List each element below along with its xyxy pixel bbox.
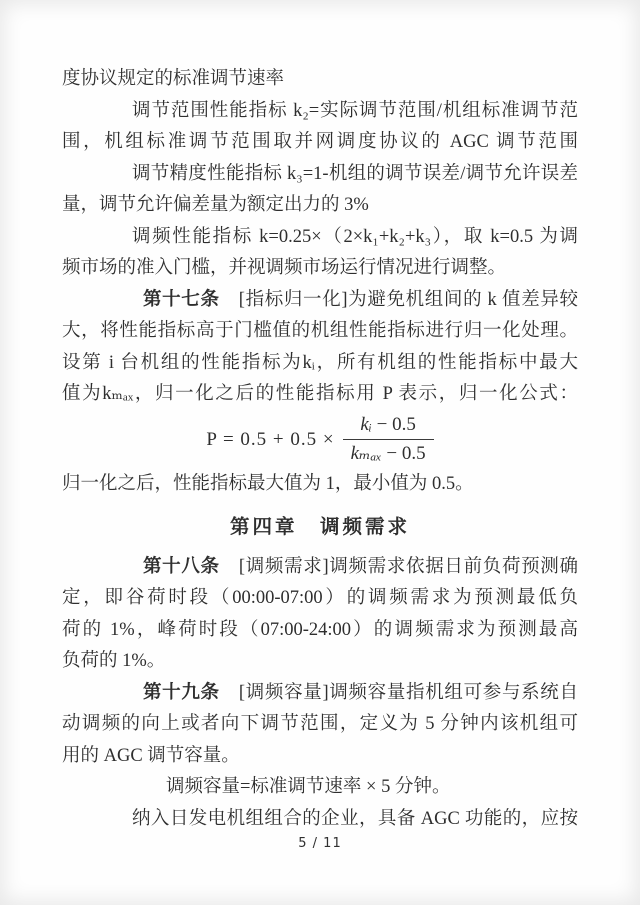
text-line: 调节精度性能指标 k₃=1-机组的调节误差/调节允许误差 bbox=[132, 163, 578, 184]
normalization-formula bbox=[62, 411, 578, 469]
formula-denominator bbox=[343, 440, 434, 466]
text-line: 量，调节允许偏差量为额定出力的 3% bbox=[62, 195, 369, 215]
chapter-heading: 第四章 调频需求 bbox=[229, 517, 410, 538]
article-18-line bbox=[62, 552, 578, 584]
text-line: 纳入日发电机组组合的企业，具备 AGC 功能的，应按 bbox=[132, 808, 578, 829]
page-number: 5 / 11 bbox=[298, 836, 342, 851]
article-19-number: 第十九条 bbox=[143, 682, 220, 703]
text-line: 调频性能指标 k=0.25×（2×k₁+k₂+k₃），取 k=0.5 为调 bbox=[132, 226, 578, 247]
text-line: 围，机组标准调节范围取并网调度协议的 AGC 调节范围 bbox=[62, 132, 578, 152]
formula-numerator bbox=[343, 413, 434, 440]
formula-denominator-rest: − 0.5 bbox=[381, 443, 426, 464]
formula-numerator-variable: kᵢ bbox=[360, 414, 372, 435]
text-line: 负荷的 1%。 bbox=[62, 651, 166, 671]
article-18-number: 第十八条 bbox=[143, 556, 220, 577]
formula-fraction bbox=[343, 413, 434, 466]
capacity-equation-line: 调频容量=标准调节速率 × 5 分钟。 bbox=[166, 777, 451, 797]
formula-numerator-rest: − 0.5 bbox=[371, 414, 416, 435]
article-17-line bbox=[62, 285, 578, 317]
text-line: 值为kₘₐₓ，归一化之后的性能指标用 P 表示，归一化公式： bbox=[62, 384, 578, 404]
formula-denominator-variable: kₘₐₓ bbox=[350, 443, 382, 464]
formula-lhs: P = 0.5 + 0.5 × bbox=[206, 428, 335, 450]
document-body bbox=[62, 64, 578, 835]
text-line: 归一化之后，性能指标最大值为 1，最小值为 0.5。 bbox=[62, 473, 474, 494]
article-18-text: [调频需求]调频需求依据日前负荷预测确 bbox=[219, 556, 578, 577]
text-line: 频市场的准入门槛，并视调频市场运行情况进行调整。 bbox=[62, 258, 507, 278]
text-line: 定，即谷荷时段（00:00-07:00）的调频需求为预测最低负 bbox=[62, 588, 578, 608]
text-line: 动调频的向上或者向下调节范围，定义为 5 分钟内该机组可 bbox=[62, 714, 578, 734]
article-17-number: 第十七条 bbox=[143, 289, 220, 310]
text-line: 调节范围性能指标 k₂=实际调节范围/机组标准调节范 bbox=[132, 100, 578, 121]
article-19-text: [调频容量]调频容量指机组可参与系统自 bbox=[219, 682, 578, 703]
text-line: 用的 AGC 调节容量。 bbox=[62, 745, 240, 766]
article-17-text: [指标归一化]为避免机组间的 k 值差异较 bbox=[219, 289, 578, 310]
text-line: 设第 i 台机组的性能指标为kᵢ，所有机组的性能指标中最大 bbox=[62, 352, 578, 373]
text-line: 大，将性能指标高于门槛值的机组性能指标进行归一化处理。 bbox=[62, 321, 578, 341]
text-line: 荷的 1%，峰荷时段（07:00-24:00）的调频需求为预测最高 bbox=[62, 619, 578, 640]
article-19-line bbox=[62, 678, 578, 710]
text-line: 度协议规定的标准调节速率 bbox=[62, 69, 285, 89]
